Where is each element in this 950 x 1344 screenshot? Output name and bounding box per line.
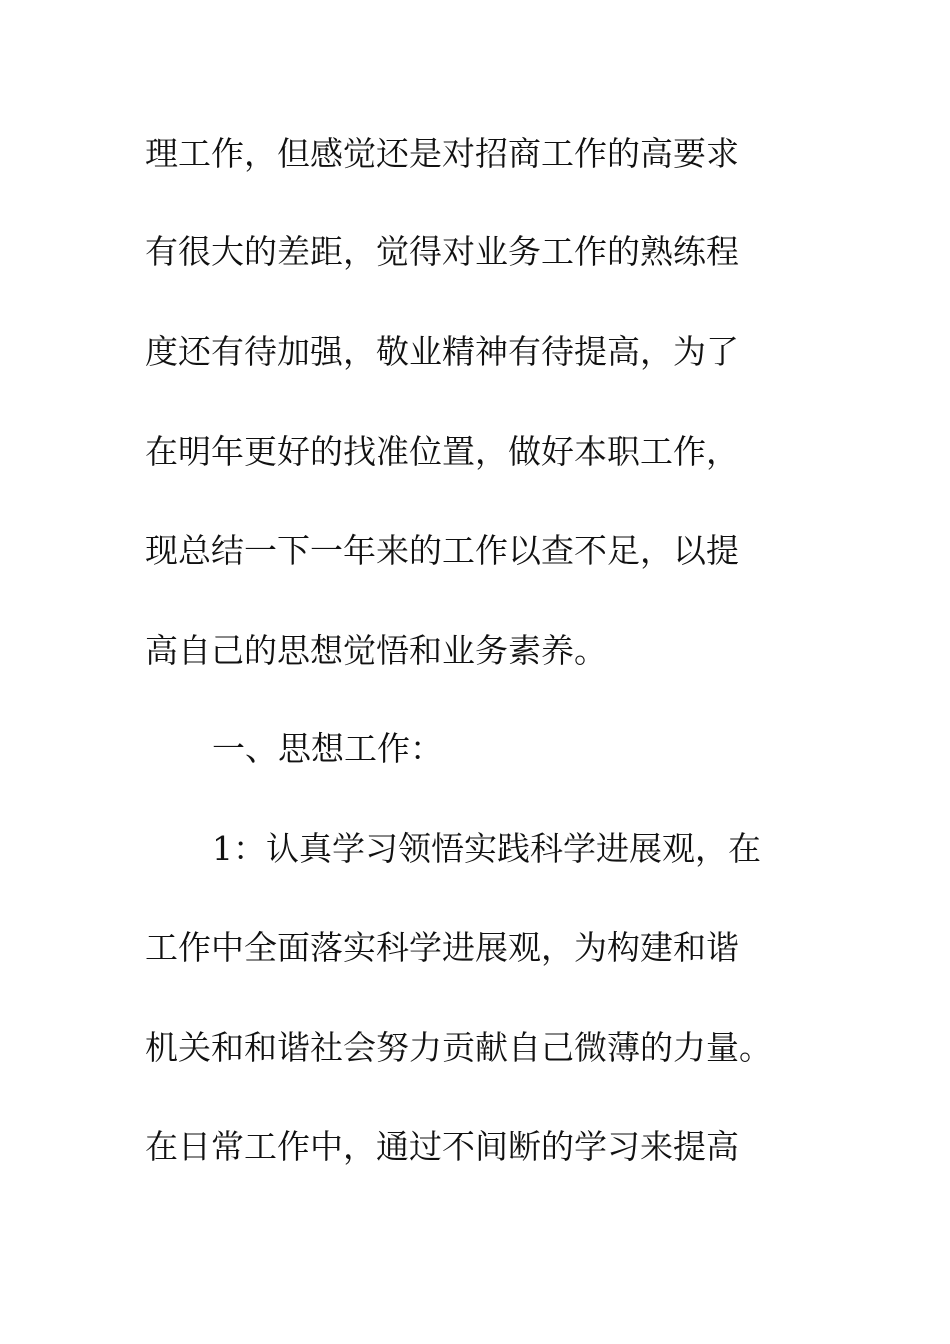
text-line-8: 1：认真学习领悟实践科学进展观，在	[212, 829, 761, 868]
text-line-1: 理工作，但感觉还是对招商工作的高要求	[145, 134, 739, 173]
text-line-10: 机关和和谐社会努力贡献自己微薄的力量。	[145, 1028, 772, 1067]
text-line-9: 工作中全面落实科学进展观，为构建和谐	[145, 928, 739, 967]
text-line-5: 现总结一下一年来的工作以查不足，以提	[145, 531, 739, 570]
text-line-6: 高自己的思想觉悟和业务素养。	[145, 631, 607, 670]
text-line-2: 有很大的差距，觉得对业务工作的熟练程	[145, 232, 739, 271]
section-heading: 一、思想工作：	[212, 729, 443, 768]
text-line-4: 在明年更好的找准位置，做好本职工作，	[145, 432, 739, 471]
text-line-11: 在日常工作中，通过不间断的学习来提高	[145, 1127, 739, 1166]
text-line-3: 度还有待加强，敬业精神有待提高，为了	[145, 332, 739, 371]
